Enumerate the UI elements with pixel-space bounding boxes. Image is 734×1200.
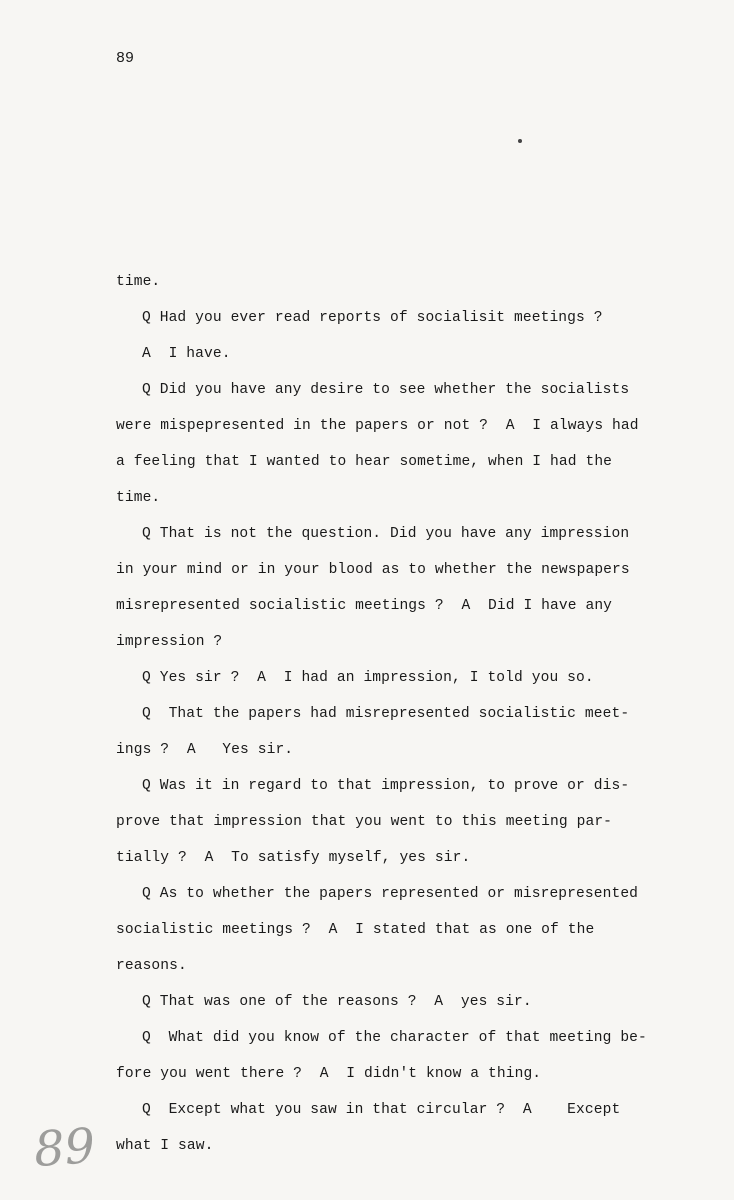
transcript-line: reasons. [116,958,187,974]
transcript-line: impression ? [116,634,223,650]
transcript-line: Q Was it in regard to that impression, to prove or dis- [142,778,630,794]
transcript-line: Q As to whether the papers represented or misrepresented [142,886,639,902]
transcript-line: Q Did you have any desire to see whether the socialists [142,382,630,398]
transcript-line: Q Yes sir ? A I had an impression, I told you so. [142,670,594,686]
transcript-line: ings ? A Yes sir. [116,742,294,758]
transcript-line: time. [116,274,161,290]
transcript-line: what I saw. [116,1138,214,1154]
transcript-line: tially ? A To satisfy myself, yes sir. [116,850,471,866]
transcript-line: fore you went there ? A I didn't know a thing. [116,1066,542,1082]
transcript-line: Q What did you know of the character of that meeting be- [142,1030,647,1046]
transcript-line: prove that impression that you went to this meeting par- [116,814,613,830]
transcript-body [116,264,681,1164]
ink-speck [518,139,522,143]
transcript-line: were mispepresented in the papers or not ? A I always had [116,418,639,434]
transcript-line: socialistic meetings ? A I stated that as one of the [116,922,595,938]
transcript-line: in your mind or in your blood as to whether the newspapers [116,562,630,578]
handwritten-page-number: 89 [32,1117,97,1179]
transcript-line: a feeling that I wanted to hear sometime, when I had the [116,454,613,470]
transcript-line: A I have. [142,346,231,362]
transcript-line: misrepresented socialistic meetings ? A Did I have any [116,598,613,614]
transcript-line: time. [116,490,161,506]
page-number: 89 [116,50,135,67]
transcript-line: Q Had you ever read reports of socialisit meetings ? [142,310,603,326]
transcript-line: Q That was one of the reasons ? A yes sir. [142,994,532,1010]
transcript-line: Q That is not the question. Did you have any impression [142,526,630,542]
transcript-line: Q Except what you saw in that circular ? A Except [142,1102,621,1118]
transcript-line: Q That the papers had misrepresented socialistic meet- [142,706,630,722]
